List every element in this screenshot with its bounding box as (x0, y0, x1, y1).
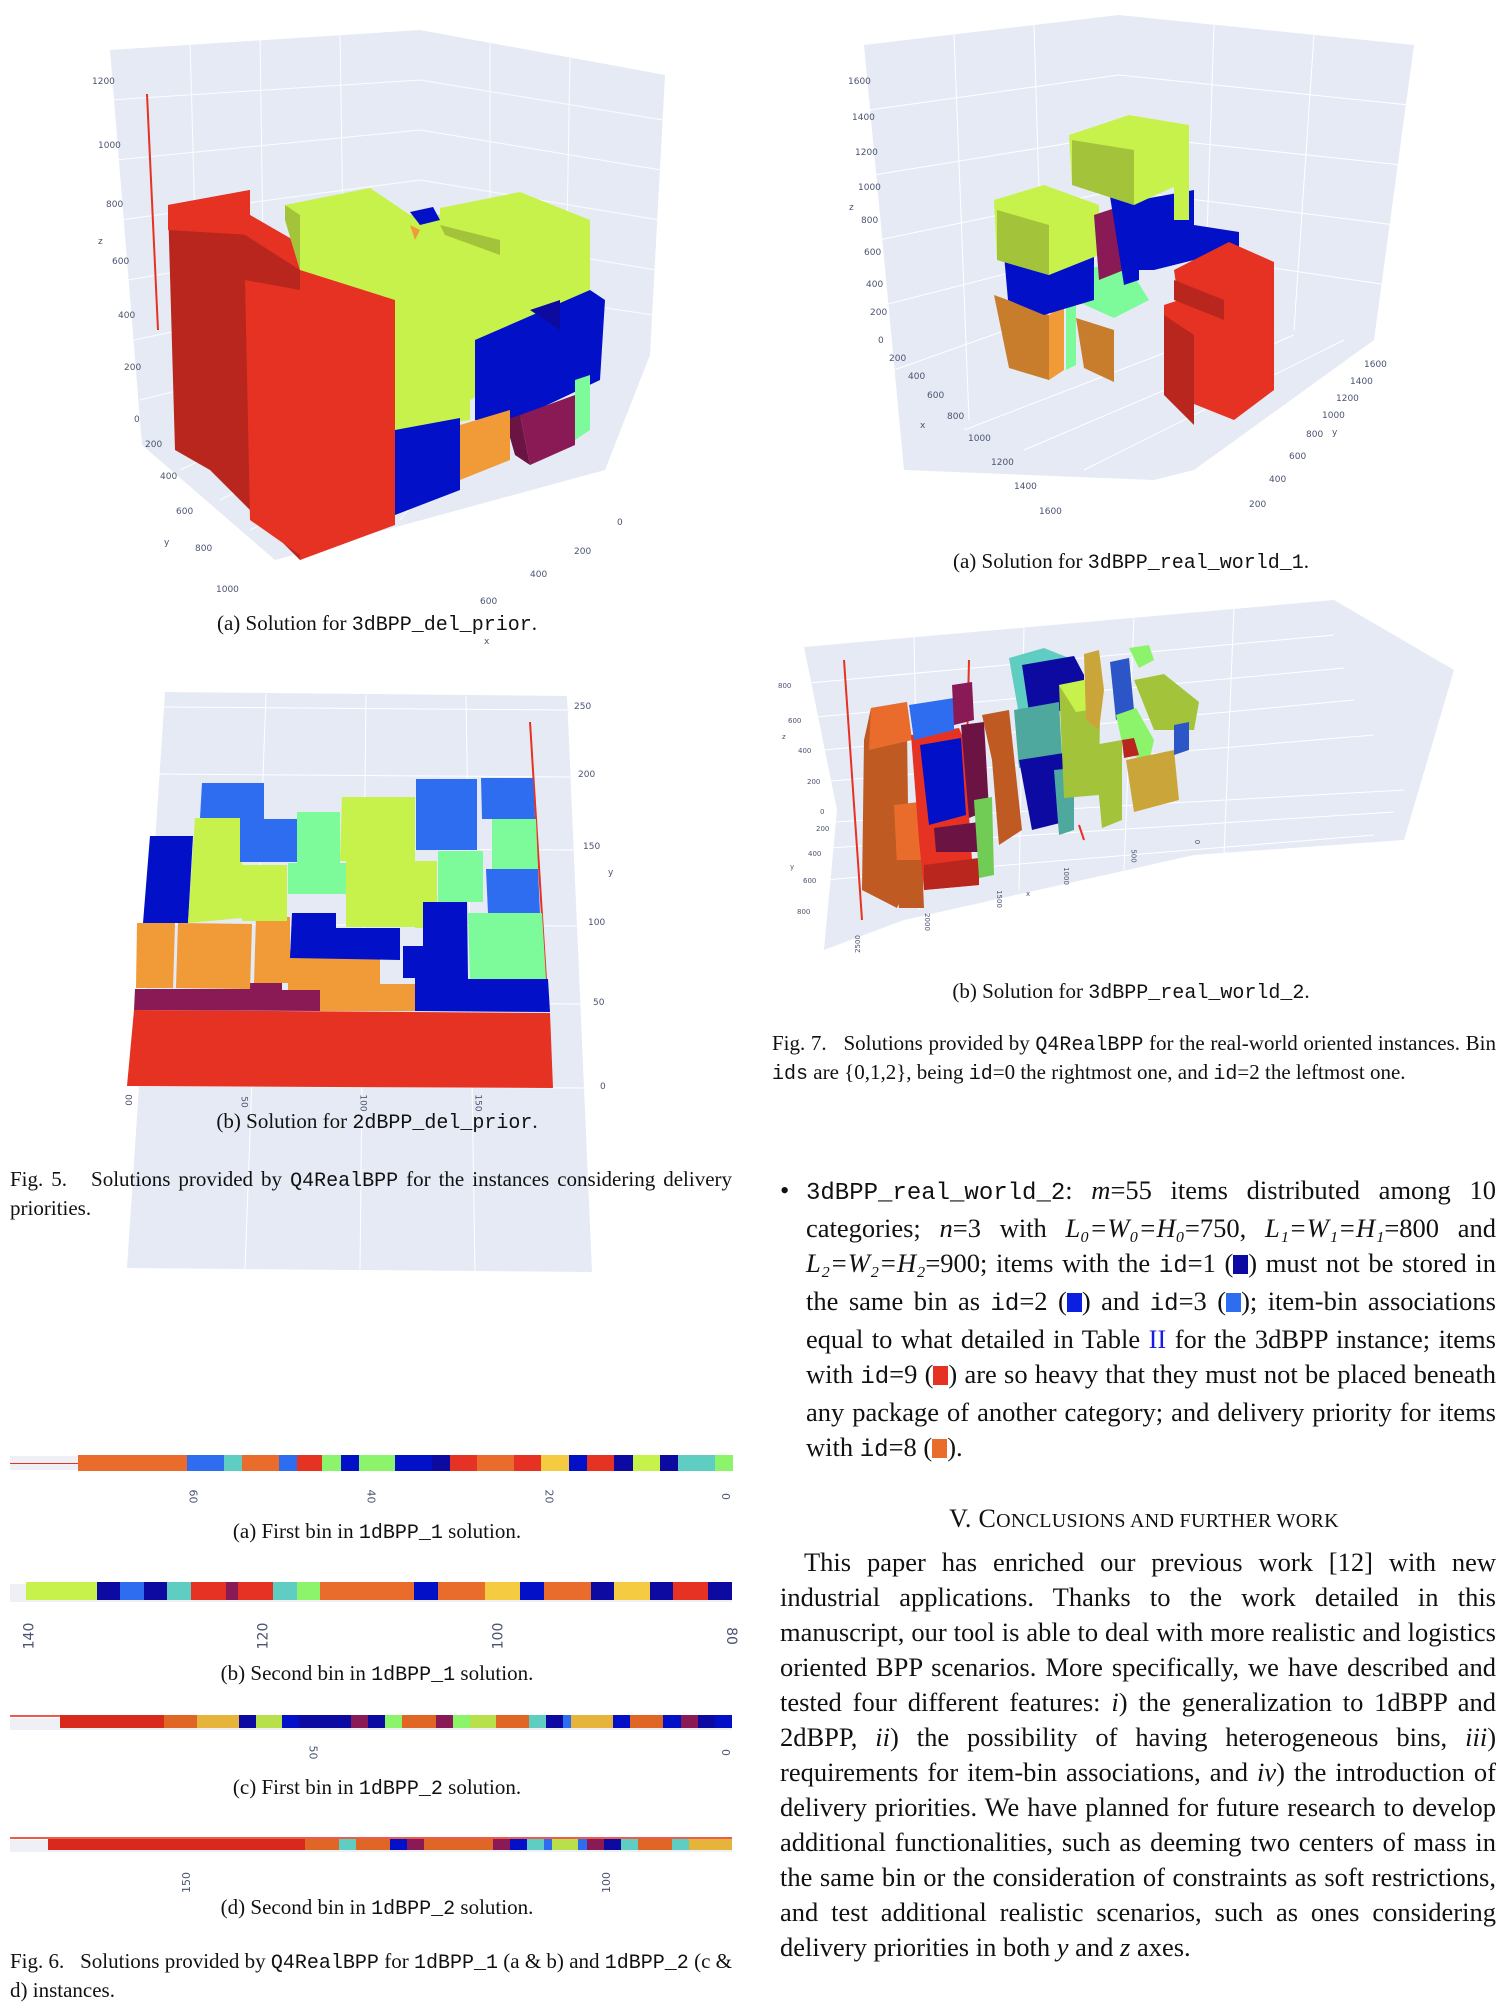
y-tick: 600 (1289, 452, 1307, 462)
bin-item-segment (510, 1839, 527, 1850)
z-tick: 1000 (98, 141, 121, 151)
bin-item-segment (485, 1582, 520, 1600)
y-axis-label: y (1332, 428, 1338, 438)
y-tick: 0 (600, 1082, 606, 1092)
y-tick: 1600 (1364, 360, 1387, 370)
bin-item-segment (226, 1582, 238, 1600)
x-tick: 00 (122, 1094, 133, 1106)
x-tick: 1000 (968, 434, 991, 444)
fig5a-3d-scene (0, 0, 754, 600)
bin-item-segment (563, 1715, 571, 1728)
bin-item-segment (672, 1839, 689, 1850)
x-tick: 100 (600, 1872, 613, 1893)
x-tick: 0 (719, 1749, 732, 1756)
bin-item-segment (660, 1455, 678, 1471)
bin-item-segment (569, 1455, 587, 1471)
fig6c-plot (10, 1712, 732, 1762)
z-tick: 0 (820, 808, 825, 816)
bin-item-segment (681, 1715, 698, 1728)
fig6d-plot (10, 1836, 732, 1896)
y-tick: 800 (195, 544, 213, 554)
bin-item-segment (167, 1582, 191, 1600)
bin-item-segment (571, 1715, 612, 1728)
x-tick: 600 (927, 391, 945, 401)
bin-item-segment (120, 1582, 144, 1600)
x-tick: 400 (530, 570, 548, 580)
z-tick: 800 (778, 682, 792, 690)
bin-item-segment (604, 1839, 621, 1850)
fig6d-caption: (d) Second bin in 1dBPP_2 solution. (220, 1895, 534, 1921)
bin-item-segment (187, 1455, 223, 1471)
bin-item-segment (715, 1715, 732, 1728)
y-tick: 200 (816, 825, 830, 833)
bin-item-segment (144, 1582, 168, 1600)
x-axis-label: x (484, 637, 490, 647)
bin-bar (60, 1715, 732, 1728)
bin-item-segment (239, 1715, 256, 1728)
y-tick: 200 (578, 770, 596, 780)
bin-item-segment (385, 1715, 402, 1728)
fig7a-caption: (a) Solution for 3dBPP_real_world_1. (952, 549, 1310, 575)
y-tick: 150 (583, 842, 601, 852)
bin-item-segment (297, 1582, 321, 1600)
color-swatch-blue (1067, 1293, 1082, 1312)
bin-item-segment (402, 1715, 436, 1728)
bin-item-segment (591, 1582, 615, 1600)
z-tick: 1600 (848, 77, 871, 87)
x-tick: 0 (719, 1493, 732, 1500)
bin-item-segment (322, 1455, 340, 1471)
bin-item-segment (520, 1582, 544, 1600)
bin-item-segment (197, 1715, 238, 1728)
fig6-caption: Fig. 6. Solutions provided by Q4RealBPP for 1dBPP_1 (a & b) and 1dBPP_2 (c & d) instances. (10, 1949, 732, 2002)
y-tick: 1400 (1350, 377, 1373, 387)
y-tick: 400 (808, 850, 822, 858)
bin-item-segment (514, 1455, 541, 1471)
bin-item-segment (320, 1582, 414, 1600)
z-tick: 800 (106, 200, 124, 210)
y-axis-label: y (164, 538, 170, 548)
x-axis-label: x (920, 421, 926, 431)
bin-item-segment (708, 1582, 732, 1600)
fig7b-3d-scene (754, 590, 1508, 970)
fig7-caption: Fig. 7. Solutions provided by Q4RealBPP for the real-world oriented instances. Bin ids are {0,1,2}, being id=0 the rightmost one, and id=2 the leftmost one. (772, 1031, 1497, 1086)
bin-item-segment (633, 1455, 660, 1471)
bin-item-segment (614, 1582, 649, 1600)
x-tick: 50 (238, 1096, 249, 1108)
y-tick: 1000 (1322, 411, 1345, 421)
z-tick: 1000 (858, 183, 881, 193)
z-tick: 1400 (852, 113, 875, 123)
bin-item-segment (282, 1715, 299, 1728)
bin-item-segment (305, 1839, 339, 1850)
bin-item-segment (224, 1455, 242, 1471)
x-tick: 150 (180, 1872, 193, 1893)
x-tick: 1200 (991, 458, 1014, 468)
x-tick: 80 (722, 1627, 739, 1645)
bin-item-segment (432, 1455, 450, 1471)
y-tick: 1200 (1336, 394, 1359, 404)
x-tick: 1000 (1061, 867, 1070, 885)
fig5a-caption: (a) Solution for 3dBPP_del_prior. (216, 611, 537, 637)
bin-item-segment (663, 1715, 680, 1728)
z-axis-label: z (98, 237, 103, 247)
bin-item-segment (673, 1582, 708, 1600)
bin-item-segment (407, 1839, 424, 1850)
x-tick: 100 (490, 1622, 507, 1650)
y-tick: 50 (593, 998, 605, 1008)
x-tick: 0 (617, 518, 623, 528)
x-tick: 200 (889, 354, 907, 364)
x-tick: 150 (472, 1094, 483, 1112)
y-tick: 200 (1249, 500, 1267, 510)
bin-item-segment (299, 1715, 351, 1728)
z-tick: 400 (118, 311, 136, 321)
bin-item-segment (78, 1455, 187, 1471)
x-tick: 500 (1129, 849, 1138, 863)
bin-item-segment (60, 1715, 164, 1728)
fig6a-plot (10, 1450, 732, 1510)
bin-item-segment (587, 1455, 614, 1471)
x-tick: 60 (186, 1489, 200, 1504)
z-tick: 400 (798, 747, 812, 755)
bin-item-segment (414, 1582, 438, 1600)
x-tick: 50 (306, 1745, 320, 1760)
bin-item-segment (527, 1839, 544, 1850)
bin-item-segment (477, 1455, 513, 1471)
bin-item-segment (339, 1839, 356, 1850)
fig6b-plot (10, 1580, 739, 1650)
fig5-caption: Fig. 5. Solutions provided by Q4RealBPP for the instances considering delivery priorities. (10, 1167, 733, 1220)
bin-item-segment (164, 1715, 198, 1728)
z-tick: 600 (112, 257, 130, 267)
fig5b-caption: (b) Solution for 2dBPP_del_prior. (216, 1109, 538, 1135)
x-tick: 1600 (1039, 507, 1062, 517)
z-tick: 1200 (855, 148, 878, 158)
bin-item-segment (390, 1839, 407, 1850)
bin-item-segment (341, 1455, 359, 1471)
x-tick: 400 (908, 372, 926, 382)
bin-item-segment (273, 1582, 297, 1600)
y-tick: 400 (160, 472, 178, 482)
bin-item-segment (650, 1582, 674, 1600)
bin-item-segment (97, 1582, 121, 1600)
z-tick: 600 (788, 717, 802, 725)
z-tick: 0 (878, 336, 884, 346)
y-tick: 400 (1269, 475, 1287, 485)
y-axis-label: y (608, 868, 614, 878)
x-tick: 40 (364, 1489, 378, 1504)
x-tick: 1500 (994, 890, 1003, 908)
x-tick: 100 (357, 1094, 368, 1112)
bin-item-segment (424, 1839, 492, 1850)
bin-bar (78, 1455, 733, 1471)
fig6b-caption: (b) Second bin in 1dBPP_1 solution. (220, 1661, 534, 1687)
y-tick: 600 (803, 877, 817, 885)
y-tick: 800 (1306, 430, 1324, 440)
color-swatch-navy (1233, 1255, 1248, 1274)
conclusion-paragraph: This paper has enriched our previous work [12] with new industrial applications. Thanks to the work detailed in this manuscript, our tool is able to deal with more realistic and logistics oriented BPP scenarios. More specifically, we have described and tested four different features: i) the generalization to 1dBPP and 2dBPP, ii) the possibility of having heterogeneous bins, iii) requirements for item-bin associations, and iv) the introduction of delivery priorities. We have planned for future research to develop additional functionalities, such as deeming two centers of mass in the same bin or the consideration of constraints as soft restrictions, and test additional realistic scenarios, such as ones considering delivery priorities in both y and z axes. (780, 1547, 1497, 1962)
z-tick: 200 (124, 363, 142, 373)
bin-item-segment (541, 1455, 568, 1471)
section-heading: V. CONCLUSIONS AND FURTHER WORK (949, 1504, 1339, 1533)
bin-item-segment (715, 1455, 733, 1471)
bin-item-segment (493, 1839, 510, 1850)
bin-item-segment (242, 1455, 278, 1471)
z-tick: 400 (866, 280, 884, 290)
fig6c-caption: (c) First bin in 1dBPP_2 solution. (232, 1775, 522, 1801)
bin-item-segment (613, 1715, 630, 1728)
bin-item-segment (453, 1715, 470, 1728)
bin-item-segment (552, 1839, 578, 1850)
x-tick: 120 (255, 1622, 272, 1650)
bin-item-segment (256, 1715, 282, 1728)
bin-item-segment (689, 1839, 732, 1850)
y-axis-label: y (790, 863, 795, 871)
x-tick: 2000 (922, 913, 931, 931)
bin-item-segment (356, 1839, 390, 1850)
x-tick: 1400 (1014, 482, 1037, 492)
bin-item-segment (621, 1839, 638, 1850)
bin-item-segment (359, 1455, 395, 1471)
fig7a-plot (754, 0, 1508, 540)
y-tick: 800 (797, 908, 811, 916)
fig7b-caption: (b) Solution for 3dBPP_real_world_2. (952, 979, 1310, 1005)
x-axis-label: x (1026, 890, 1031, 898)
bin-item-segment (395, 1455, 431, 1471)
z-tick: 600 (864, 248, 882, 258)
bullet-item: • 3dBPP_real_world_2: m=55 items distributed among 10 categories; n=3 with L₀=W₀=H₀=750, L₁=W₁=H₁=800 and L₂=W₂=H₂=900; items with the id=1 ( ) must not be stored in the same bin as id=2 ( ) and id=3 ( ); item-bin associations equal to what detailed in Table II for the 3dBPP instance; items with id=9 ( ) are so heavy that they must not be placed beneath any package of another category; and delivery priority for items with id=8 ( ). (780, 1175, 1496, 1464)
z-tick: 200 (870, 308, 888, 318)
bin-item-segment (238, 1582, 273, 1600)
bin-item-segment (26, 1582, 97, 1600)
bin-item-segment (638, 1839, 672, 1850)
bin-item-segment (529, 1715, 546, 1728)
x-tick: 140 (21, 1622, 38, 1650)
z-axis-label: z (849, 203, 854, 213)
z-tick: 200 (807, 778, 821, 786)
y-tick: 100 (588, 918, 606, 928)
bin-item-segment (678, 1455, 714, 1471)
bin-item-segment (546, 1715, 563, 1728)
x-tick: 200 (574, 547, 592, 557)
bin-item-segment (351, 1715, 368, 1728)
bin-item-segment (630, 1715, 664, 1728)
y-tick: 200 (145, 440, 163, 450)
color-swatch-lightblue (1226, 1293, 1241, 1312)
bin-item-segment (368, 1715, 385, 1728)
bin-item-segment (544, 1582, 591, 1600)
table-ref-link[interactable]: II (1148, 1324, 1167, 1354)
color-swatch-red (933, 1366, 948, 1385)
bin-item-segment (450, 1455, 477, 1471)
bin-item-segment (438, 1582, 485, 1600)
x-tick: 2500 (853, 935, 862, 953)
fig6a-caption: (a) First bin in 1dBPP_1 solution. (232, 1519, 522, 1545)
color-swatch-orange (932, 1439, 947, 1458)
bin-item-segment (191, 1582, 226, 1600)
x-tick: 600 (480, 597, 498, 607)
x-tick: 800 (947, 412, 965, 422)
bin-item-segment (297, 1455, 323, 1471)
bin-item-segment (587, 1839, 604, 1850)
y-tick: 250 (574, 702, 592, 712)
y-tick: 1000 (216, 585, 239, 595)
bin-item-segment (698, 1715, 715, 1728)
bullet-marker: • (780, 1175, 790, 1205)
bin-item-segment (614, 1455, 632, 1471)
x-tick: 20 (542, 1489, 556, 1504)
bin-bar (26, 1582, 732, 1600)
x-tick: 0 (1193, 839, 1202, 845)
z-tick: 0 (134, 415, 140, 425)
bin-item-segment (544, 1839, 553, 1850)
bin-item-segment (436, 1715, 453, 1728)
bin-bar (48, 1839, 732, 1850)
fig7b-plot (754, 590, 1508, 970)
bin-item-segment (496, 1715, 530, 1728)
z-tick: 800 (861, 216, 879, 226)
z-tick: 1200 (92, 77, 115, 87)
bin-item-segment (48, 1839, 305, 1850)
bin-item-segment (578, 1839, 587, 1850)
bin-item-segment (279, 1455, 297, 1471)
y-tick: 600 (176, 507, 194, 517)
bin-item-segment (470, 1715, 496, 1728)
z-axis-label: z (782, 733, 786, 741)
